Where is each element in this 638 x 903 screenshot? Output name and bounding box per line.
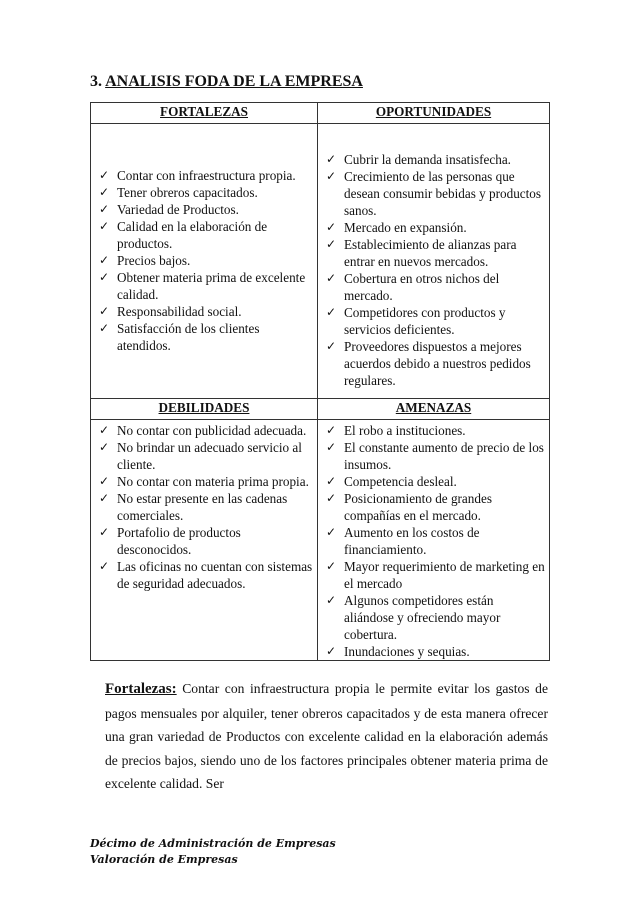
list-item: ✓ Inundaciones y sequias. xyxy=(324,643,545,660)
list-item: ✓ Crecimiento de las personas que desean consumir bebidas y productos sanos. xyxy=(324,168,545,219)
fortalezas-header: FORTALEZAS xyxy=(91,103,318,124)
list-item: ✓ No contar con publicidad adecuada. xyxy=(97,422,313,439)
list-item: ✓ Calidad en la elaboración de productos. xyxy=(97,218,313,252)
list-item: ✓ Obtener materia prima de excelente calidad. xyxy=(97,269,313,303)
fortalezas-paragraph xyxy=(105,677,548,796)
list-item: ✓ Mayor requerimiento de marketing en el mercado xyxy=(324,558,545,592)
footer-line-2: Valoración de Empresas xyxy=(90,853,238,866)
list-item: ✓ Competencia desleal. xyxy=(324,473,545,490)
oportunidades-header: OPORTUNIDADES xyxy=(318,103,550,124)
paragraph-lead: Fortalezas: xyxy=(105,681,177,697)
list-item: ✓ Cobertura en otros nichos del mercado. xyxy=(324,270,545,304)
fortalezas-list xyxy=(91,167,317,354)
list-item: ✓ Tener obreros capacitados. xyxy=(97,184,313,201)
list-item: ✓ Mercado en expansión. xyxy=(324,219,545,236)
paragraph-text: Contar con infraestructura propia le permite evitar los gastos de pagos mensuales por alquiler, tener obreros capacitados y de esta manera ofrecer una gran variedad de Productos con excelente calidad en la elaboración además de precios bajos, siendo uno de los factores principales obtener materia prima de excelente calidad. Ser xyxy=(105,681,548,792)
amenazas-list xyxy=(318,422,549,660)
oportunidades-cell xyxy=(318,124,550,399)
list-item: ✓ Competidores con productos y servicios deficientes. xyxy=(324,304,545,338)
fortalezas-cell xyxy=(91,124,318,399)
list-item: ✓ El robo a instituciones. xyxy=(324,422,545,439)
debilidades-header: DEBILIDADES xyxy=(91,399,318,420)
list-item: ✓ Satisfacción de los clientes atendidos. xyxy=(97,320,313,354)
section-heading xyxy=(90,73,363,91)
debilidades-list xyxy=(91,422,317,592)
list-item: ✓ Las oficinas no cuentan con sistemas de seguridad adecuados. xyxy=(97,558,313,592)
list-item: ✓ No contar con materia prima propia. xyxy=(97,473,313,490)
page-footer xyxy=(90,836,336,868)
list-item: ✓ Responsabilidad social. xyxy=(97,303,313,320)
foda-table xyxy=(90,102,550,661)
debilidades-cell xyxy=(91,420,318,661)
list-item: ✓ No estar presente en las cadenas comerciales. xyxy=(97,490,313,524)
list-item: ✓ Algunos competidores están aliándose y ofreciendo mayor cobertura. xyxy=(324,592,545,643)
list-item: ✓ No brindar un adecuado servicio al cliente. xyxy=(97,439,313,473)
list-item: ✓ Cubrir la demanda insatisfecha. xyxy=(324,151,545,168)
list-item: ✓ Portafolio de productos desconocidos. xyxy=(97,524,313,558)
oportunidades-list xyxy=(318,151,549,389)
list-item: ✓ Contar con infraestructura propia. xyxy=(97,167,313,184)
section-title: ANALISIS FODA DE LA EMPRESA xyxy=(105,73,363,90)
list-item: ✓ El constante aumento de precio de los insumos. xyxy=(324,439,545,473)
list-item: ✓ Precios bajos. xyxy=(97,252,313,269)
amenazas-header: AMENAZAS xyxy=(318,399,550,420)
amenazas-cell xyxy=(318,420,550,661)
list-item: ✓ Aumento en los costos de financiamiento. xyxy=(324,524,545,558)
footer-line-1: Décimo de Administración de Empresas xyxy=(90,837,336,850)
list-item: ✓ Proveedores dispuestos a mejores acuerdos debido a nuestros pedidos regulares. xyxy=(324,338,545,389)
list-item: ✓ Variedad de Productos. xyxy=(97,201,313,218)
section-number: 3. xyxy=(90,73,102,90)
list-item: ✓ Establecimiento de alianzas para entrar en nuevos mercados. xyxy=(324,236,545,270)
list-item: ✓ Posicionamiento de grandes compañías en el mercado. xyxy=(324,490,545,524)
